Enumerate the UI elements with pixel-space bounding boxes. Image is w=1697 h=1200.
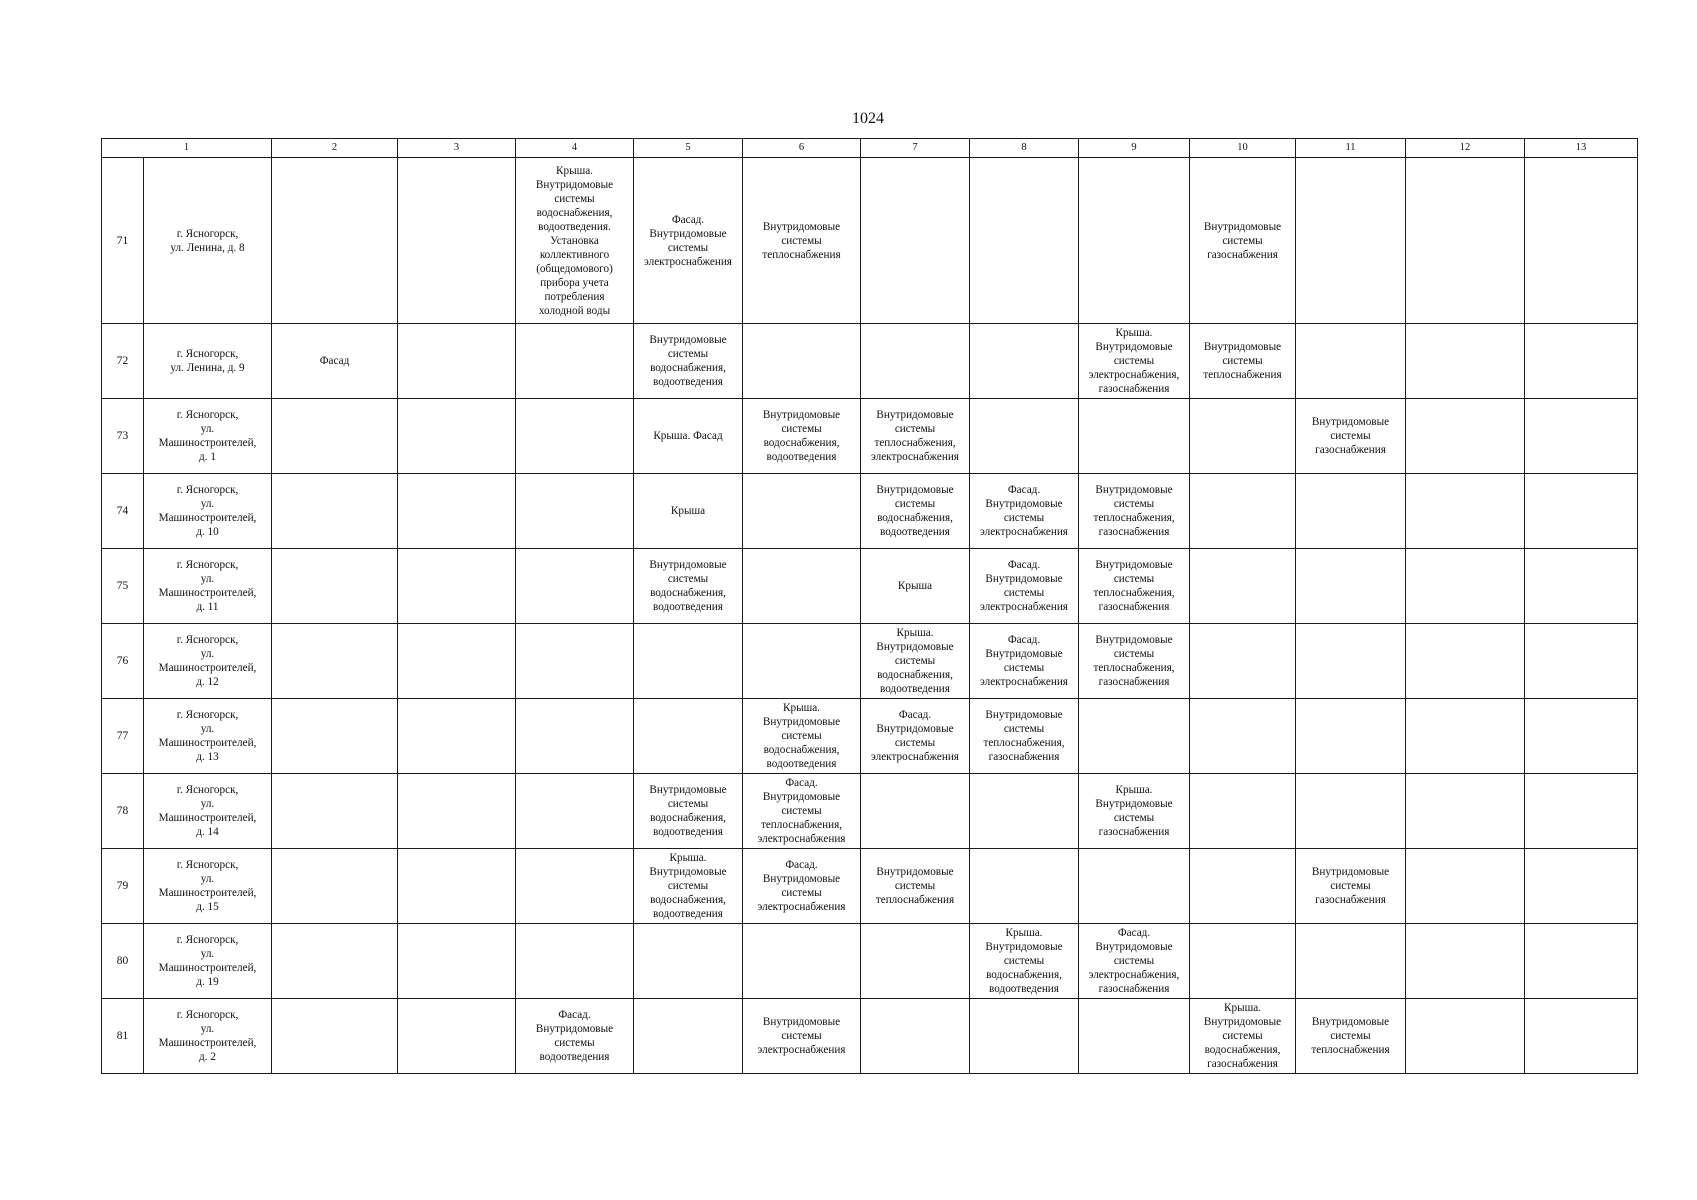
- address-cell: г. Ясногорск, ул. Ленина, д. 9: [144, 324, 272, 399]
- table-row: [102, 924, 1638, 999]
- work-cell: [1190, 158, 1296, 324]
- work-cell: [1296, 774, 1406, 849]
- work-cell: [743, 699, 861, 774]
- work-cell: [861, 624, 970, 699]
- address-cell: г. Ясногорск, ул. Машиностроителей, д. 11: [144, 549, 272, 624]
- work-cell: [516, 774, 634, 849]
- work-cell: [398, 924, 516, 999]
- work-cell: [634, 549, 743, 624]
- work-cell-text: Крыша. Внутридомовые системы водоснабжения, водоотведения: [649, 852, 727, 920]
- work-cell: [861, 158, 970, 324]
- work-cell: [743, 474, 861, 549]
- work-cell: [861, 924, 970, 999]
- work-cell: [1190, 924, 1296, 999]
- work-cell: [1296, 624, 1406, 699]
- address-cell: г. Ясногорск, ул. Машиностроителей, д. 15: [144, 849, 272, 924]
- work-cell: [1296, 549, 1406, 624]
- column-header: 12: [1406, 139, 1525, 158]
- work-cell: [1406, 624, 1525, 699]
- work-cell: [272, 549, 398, 624]
- work-cell-text: Внутридомовые системы газоснабжения: [1311, 416, 1390, 456]
- work-cell: [970, 549, 1079, 624]
- work-cell: [1296, 849, 1406, 924]
- row-number-cell: 77: [102, 699, 144, 774]
- work-cell: [398, 624, 516, 699]
- work-cell: [634, 849, 743, 924]
- row-number-cell: 74: [102, 474, 144, 549]
- column-header: 10: [1190, 139, 1296, 158]
- work-cell: [398, 399, 516, 474]
- work-cell: [1296, 699, 1406, 774]
- work-cell: [1525, 699, 1638, 774]
- work-cell: [1296, 158, 1406, 324]
- work-cell: [1079, 774, 1190, 849]
- work-cell: [861, 474, 970, 549]
- work-cell: [516, 474, 634, 549]
- table-row: [102, 999, 1638, 1074]
- work-cell-text: Внутридомовые системы теплоснабжения, газоснабжения: [1093, 484, 1175, 538]
- row-number-cell: 78: [102, 774, 144, 849]
- work-cell-text: Крыша. Фасад: [653, 430, 723, 442]
- work-cell-text: Крыша. Внутридомовые системы электроснабжения, газоснабжения: [1088, 327, 1180, 395]
- column-number-header-row: [102, 139, 1638, 158]
- work-cell: [861, 849, 970, 924]
- work-cell: [516, 699, 634, 774]
- work-cell: [970, 474, 1079, 549]
- work-cell-text: Крыша: [670, 505, 706, 517]
- column-header: 4: [516, 139, 634, 158]
- work-cell: [1296, 924, 1406, 999]
- work-cell: [1406, 399, 1525, 474]
- work-cell-text: Внутридомовые системы электроснабжения: [757, 1016, 846, 1056]
- work-cell: [1079, 158, 1190, 324]
- work-cell-text: Фасад. Внутридомовые системы водоотведения: [535, 1009, 614, 1063]
- work-cell: [1406, 699, 1525, 774]
- work-cell: [1190, 549, 1296, 624]
- work-cell-text: Внутридомовые системы водоснабжения, водоотведения: [762, 409, 841, 463]
- work-cell: [1525, 474, 1638, 549]
- work-cell: [1079, 624, 1190, 699]
- work-cell-text: Крыша. Внутридомовые системы водоснабжения, водоотведения: [876, 627, 954, 695]
- work-cell: [634, 924, 743, 999]
- work-cell: [1079, 549, 1190, 624]
- table-row: [102, 774, 1638, 849]
- work-cell: [1406, 924, 1525, 999]
- work-cell: [634, 158, 743, 324]
- work-cell-text: Внутридомовые системы водоснабжения, водоотведения: [876, 484, 954, 538]
- work-cell: [272, 924, 398, 999]
- work-cell: [861, 324, 970, 399]
- work-cell: [1406, 158, 1525, 324]
- work-cell: [398, 158, 516, 324]
- work-cell: [1296, 399, 1406, 474]
- work-cell-text: Внутридомовые системы теплоснабжения, газоснабжения: [1093, 634, 1175, 688]
- address-cell: г. Ясногорск, ул. Машиностроителей, д. 14: [144, 774, 272, 849]
- work-cell: [516, 849, 634, 924]
- work-cell: [398, 549, 516, 624]
- work-cell: [1079, 324, 1190, 399]
- work-cell: [861, 399, 970, 474]
- work-cell: [516, 399, 634, 474]
- work-cell: [743, 158, 861, 324]
- address-cell: г. Ясногорск, ул. Машиностроителей, д. 10: [144, 474, 272, 549]
- work-cell: [1525, 324, 1638, 399]
- row-number-cell: 71: [102, 158, 144, 324]
- work-cell: [1525, 924, 1638, 999]
- work-cell: [1079, 699, 1190, 774]
- work-cell: [861, 774, 970, 849]
- work-cell: [1525, 549, 1638, 624]
- work-cell-text: Фасад. Внутридомовые системы электроснабжения, газоснабжения: [1088, 927, 1180, 995]
- table-row: [102, 474, 1638, 549]
- work-cell-text: Внутридомовые системы теплоснабжения: [1311, 1016, 1390, 1056]
- work-cell: [272, 774, 398, 849]
- work-cell-text: Крыша. Внутридомовые системы газоснабжения: [1095, 784, 1173, 838]
- work-cell: [1190, 699, 1296, 774]
- work-cell: [1079, 474, 1190, 549]
- row-number-cell: 80: [102, 924, 144, 999]
- work-cell: [272, 999, 398, 1074]
- work-cell: [743, 849, 861, 924]
- address-cell: г. Ясногорск, ул. Машиностроителей, д. 2: [144, 999, 272, 1074]
- work-cell: [516, 999, 634, 1074]
- column-header: 3: [398, 139, 516, 158]
- work-cell: [634, 699, 743, 774]
- work-cell: [398, 324, 516, 399]
- work-cell-text: Фасад. Внутридомовые системы электроснабжения: [871, 709, 959, 763]
- work-cell: [970, 158, 1079, 324]
- column-header: 6: [743, 139, 861, 158]
- work-cell: [634, 774, 743, 849]
- work-cell: [1079, 999, 1190, 1074]
- work-cell-text: Крыша. Внутридомовые системы водоснабжения, водоотведения. Установка коллективного (общедомового) прибора учета потребления холодной воды: [535, 164, 614, 317]
- work-cell: [272, 849, 398, 924]
- work-cell: [272, 399, 398, 474]
- work-cell: [1190, 624, 1296, 699]
- table-row: [102, 549, 1638, 624]
- work-cell-text: Внутридомовые системы газоснабжения: [1203, 220, 1282, 261]
- work-cell-text: Внутридомовые системы водоснабжения, водоотведения: [649, 334, 727, 388]
- work-cell: [970, 399, 1079, 474]
- work-cell-text: Крыша. Внутридомовые системы водоснабжения, водоотведения: [762, 702, 841, 770]
- work-cell: [1296, 324, 1406, 399]
- column-header: 13: [1525, 139, 1638, 158]
- work-cell: [861, 549, 970, 624]
- work-cell: [743, 399, 861, 474]
- column-header: 8: [970, 139, 1079, 158]
- work-cell: [516, 624, 634, 699]
- work-cell: [743, 549, 861, 624]
- work-cell: [1406, 474, 1525, 549]
- work-cell: [1525, 399, 1638, 474]
- address-cell: г. Ясногорск, ул. Машиностроителей, д. 13: [144, 699, 272, 774]
- work-cell: [272, 324, 398, 399]
- work-cell: [1190, 324, 1296, 399]
- work-cell: [1190, 399, 1296, 474]
- work-cell-text: Внутридомовые системы теплоснабжения: [875, 866, 955, 906]
- table-row: [102, 624, 1638, 699]
- work-cell: [1406, 849, 1525, 924]
- work-cell: [861, 999, 970, 1074]
- work-cell: [1190, 774, 1296, 849]
- work-cell: [398, 774, 516, 849]
- work-cell-text: Фасад. Внутридомовые системы теплоснабжения, электроснабжения: [757, 777, 846, 845]
- row-number-cell: 75: [102, 549, 144, 624]
- work-cell-text: Крыша. Внутридомовые системы водоснабжения, газоснабжения: [1203, 1002, 1282, 1070]
- repair-schedule-table: [101, 138, 1638, 1074]
- address-cell: г. Ясногорск, ул. Ленина, д. 8: [144, 158, 272, 324]
- work-cell-text: Крыша. Внутридомовые системы водоснабжения, водоотведения: [985, 927, 1063, 995]
- work-cell: [1079, 399, 1190, 474]
- work-cell: [743, 774, 861, 849]
- row-number-cell: 73: [102, 399, 144, 474]
- work-cell: [516, 924, 634, 999]
- work-cell: [1406, 324, 1525, 399]
- table-row: [102, 699, 1638, 774]
- work-cell: [1079, 849, 1190, 924]
- work-cell-text: Крыша: [897, 580, 933, 592]
- work-cell: [634, 399, 743, 474]
- work-cell: [398, 474, 516, 549]
- page-number: 1024: [852, 110, 884, 127]
- work-cell: [272, 699, 398, 774]
- work-cell-text: Внутридомовые системы водоснабжения, водоотведения: [649, 559, 727, 613]
- work-cell: [516, 549, 634, 624]
- work-cell: [970, 924, 1079, 999]
- work-cell-text: Фасад. Внутридомовые системы электроснабжения: [980, 559, 1068, 613]
- work-cell: [1525, 774, 1638, 849]
- work-cell: [398, 849, 516, 924]
- work-cell-text: Внутридомовые системы теплоснабжения, газоснабжения: [1093, 559, 1175, 613]
- work-cell: [1525, 158, 1638, 324]
- work-cell: [398, 999, 516, 1074]
- work-cell: [743, 999, 861, 1074]
- work-cell: [634, 624, 743, 699]
- work-cell: [743, 324, 861, 399]
- work-cell: [272, 474, 398, 549]
- table-row: [102, 399, 1638, 474]
- column-header: 5: [634, 139, 743, 158]
- work-cell: [743, 924, 861, 999]
- column-header: 7: [861, 139, 970, 158]
- work-cell-text: Внутридомовые системы газоснабжения: [1311, 866, 1390, 906]
- table-row: [102, 324, 1638, 399]
- work-cell: [1406, 774, 1525, 849]
- work-cell: [1190, 999, 1296, 1074]
- table-row: [102, 158, 1638, 324]
- row-number-cell: 72: [102, 324, 144, 399]
- work-cell-text: Фасад. Внутридомовые системы электроснабжения: [644, 213, 732, 268]
- row-number-cell: 79: [102, 849, 144, 924]
- work-cell: [970, 849, 1079, 924]
- column-header: 11: [1296, 139, 1406, 158]
- work-cell-text: Внутридомовые системы теплоснабжения: [762, 220, 841, 261]
- row-number-cell: 76: [102, 624, 144, 699]
- work-cell: [970, 624, 1079, 699]
- work-cell-text: Внутридомовые системы водоснабжения, водоотведения: [649, 784, 727, 838]
- row-number-cell: 81: [102, 999, 144, 1074]
- address-cell: г. Ясногорск, ул. Машиностроителей, д. 12: [144, 624, 272, 699]
- work-cell: [1079, 924, 1190, 999]
- work-cell: [634, 474, 743, 549]
- work-cell: [970, 699, 1079, 774]
- work-cell: [516, 158, 634, 324]
- work-cell-text: Внутридомовые системы теплоснабжения, газоснабжения: [983, 709, 1065, 763]
- column-header: 2: [272, 139, 398, 158]
- column-header: 9: [1079, 139, 1190, 158]
- work-cell-text: Внутридомовые системы теплоснабжения, электроснабжения: [871, 409, 959, 463]
- work-cell: [398, 699, 516, 774]
- work-cell: [970, 324, 1079, 399]
- work-cell: [1296, 999, 1406, 1074]
- work-cell-text: Фасад. Внутридомовые системы электроснабжения: [980, 634, 1068, 688]
- work-cell: [1525, 624, 1638, 699]
- column-header: 1: [102, 139, 272, 158]
- work-cell: [1525, 849, 1638, 924]
- work-cell: [1296, 474, 1406, 549]
- address-cell: г. Ясногорск, ул. Машиностроителей, д. 19: [144, 924, 272, 999]
- work-cell: [1525, 999, 1638, 1074]
- work-cell: [272, 158, 398, 324]
- work-cell: [1406, 549, 1525, 624]
- work-cell: [634, 324, 743, 399]
- work-cell: [516, 324, 634, 399]
- work-cell: [861, 699, 970, 774]
- work-cell-text: Фасад. Внутридомовые системы электроснабжения: [757, 859, 846, 913]
- work-cell: [743, 624, 861, 699]
- work-cell-text: Внутридомовые системы теплоснабжения: [1203, 341, 1282, 381]
- work-cell-text: Фасад: [319, 355, 350, 367]
- work-cell: [1190, 474, 1296, 549]
- table-row: [102, 849, 1638, 924]
- work-cell: [1406, 999, 1525, 1074]
- work-cell: [272, 624, 398, 699]
- address-cell: г. Ясногорск, ул. Машиностроителей, д. 1: [144, 399, 272, 474]
- table-body: [102, 139, 1638, 1074]
- work-cell: [970, 774, 1079, 849]
- work-cell: [634, 999, 743, 1074]
- work-cell: [1190, 849, 1296, 924]
- work-cell-text: Фасад. Внутридомовые системы электроснабжения: [980, 484, 1068, 538]
- work-cell: [970, 999, 1079, 1074]
